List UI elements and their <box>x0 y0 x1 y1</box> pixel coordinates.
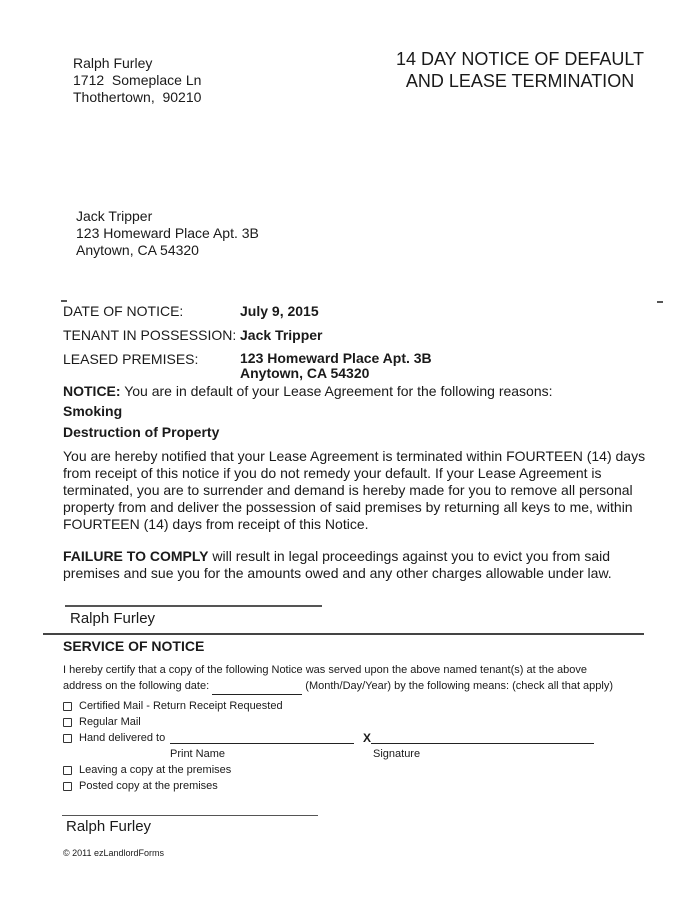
landlord-signature-line <box>65 605 322 607</box>
landlord-signature-name: Ralph Furley <box>70 610 156 627</box>
server-signature-name: Ralph Furley <box>66 818 152 835</box>
checkbox[interactable] <box>63 766 72 775</box>
option-label: Leaving a copy at the premises <box>79 764 232 776</box>
option-posted-copy[interactable] <box>63 780 218 792</box>
service-heading: SERVICE OF NOTICE <box>63 638 205 654</box>
signature-x: X <box>363 731 372 745</box>
failure-paragraph <box>63 548 663 582</box>
notice-text: You are in default of your Lease Agreement for the following reasons: <box>120 383 553 399</box>
signature-caption: Signature <box>373 748 421 760</box>
premises-value-line2: Anytown, CA 54320 <box>240 365 370 381</box>
title-line1: 14 DAY NOTICE OF DEFAULT <box>395 49 645 69</box>
option-label: Regular Mail <box>79 716 141 728</box>
fold-mark-right <box>657 301 663 303</box>
server-signature-line <box>62 815 318 816</box>
certify-line2-before: address on the following date: <box>63 680 213 692</box>
checkbox[interactable] <box>63 734 72 743</box>
sender-address-block <box>73 55 201 106</box>
checkbox[interactable] <box>63 718 72 727</box>
option-label: Posted copy at the premises <box>79 780 218 792</box>
premises-value <box>240 351 432 381</box>
document-title <box>370 48 670 92</box>
reason-item: Destruction of Property <box>63 424 220 440</box>
option-leaving-copy[interactable] <box>63 764 231 776</box>
premises-label: LEASED PREMISES: <box>63 351 199 367</box>
recipient-address-block <box>76 208 259 259</box>
premises-value-line1: 123 Homeward Place Apt. 3B <box>240 350 432 366</box>
date-label: DATE OF NOTICE: <box>63 303 184 319</box>
copyright-footer: © 2011 ezLandlordForms <box>63 848 165 858</box>
certify-text <box>63 662 683 695</box>
certify-line1: I hereby certify that a copy of the following Notice was served upon the above named tenant(s) at the above <box>63 664 588 676</box>
option-certified-mail[interactable] <box>63 700 283 712</box>
option-label: Hand delivered to <box>79 732 166 744</box>
sender-address-line2: Thothertown, 90210 <box>73 89 202 105</box>
service-date-field[interactable] <box>212 678 302 695</box>
certify-line2 <box>63 678 683 695</box>
print-name-line[interactable] <box>170 743 354 744</box>
fold-mark-left <box>61 300 67 302</box>
recipient-name: Jack Tripper <box>76 208 153 224</box>
tenant-value: Jack Tripper <box>240 327 323 343</box>
sender-address-line1: 1712 Someplace Ln <box>73 72 202 88</box>
print-name-caption: Print Name <box>170 748 226 760</box>
section-divider <box>43 633 644 635</box>
failure-bold: FAILURE TO COMPLY <box>63 548 209 564</box>
sender-name: Ralph Furley <box>73 55 153 71</box>
option-hand-delivered[interactable] <box>63 732 165 744</box>
failure-text: will result in legal proceedings against you to evict you from said premises and sue you for the amounts owed and any other charges allowable under law. <box>63 548 612 581</box>
recipient-address-line1: 123 Homeward Place Apt. 3B <box>76 225 259 241</box>
checkbox[interactable] <box>63 702 72 711</box>
notice-statement <box>63 383 553 399</box>
certify-line2-after: (Month/Day/Year) by the following means: (check all that apply) <box>302 680 614 692</box>
tenant-label: TENANT IN POSSESSION: <box>63 327 237 343</box>
date-value: July 9, 2015 <box>240 303 319 319</box>
option-regular-mail[interactable] <box>63 716 141 728</box>
signature-line[interactable] <box>371 743 594 744</box>
option-label: Certified Mail - Return Receipt Requested <box>79 700 283 712</box>
termination-paragraph: You are hereby notified that your Lease Agreement is terminated within FOURTEEN (14) days from receipt of this notice if you do not remedy your default. If your Lease Agreement is terminated, you are to surrender and demand is hereby made for you to remove all personal property from and deliver the possession of said premises by returning all keys to me, within FOURTEEN (14) days from receipt of this Notice. <box>63 448 646 532</box>
reason-item: Smoking <box>63 403 123 419</box>
title-line2: AND LEASE TERMINATION <box>405 71 635 91</box>
notice-label: NOTICE: <box>63 383 121 399</box>
checkbox[interactable] <box>63 782 72 791</box>
recipient-address-line2: Anytown, CA 54320 <box>76 242 199 258</box>
